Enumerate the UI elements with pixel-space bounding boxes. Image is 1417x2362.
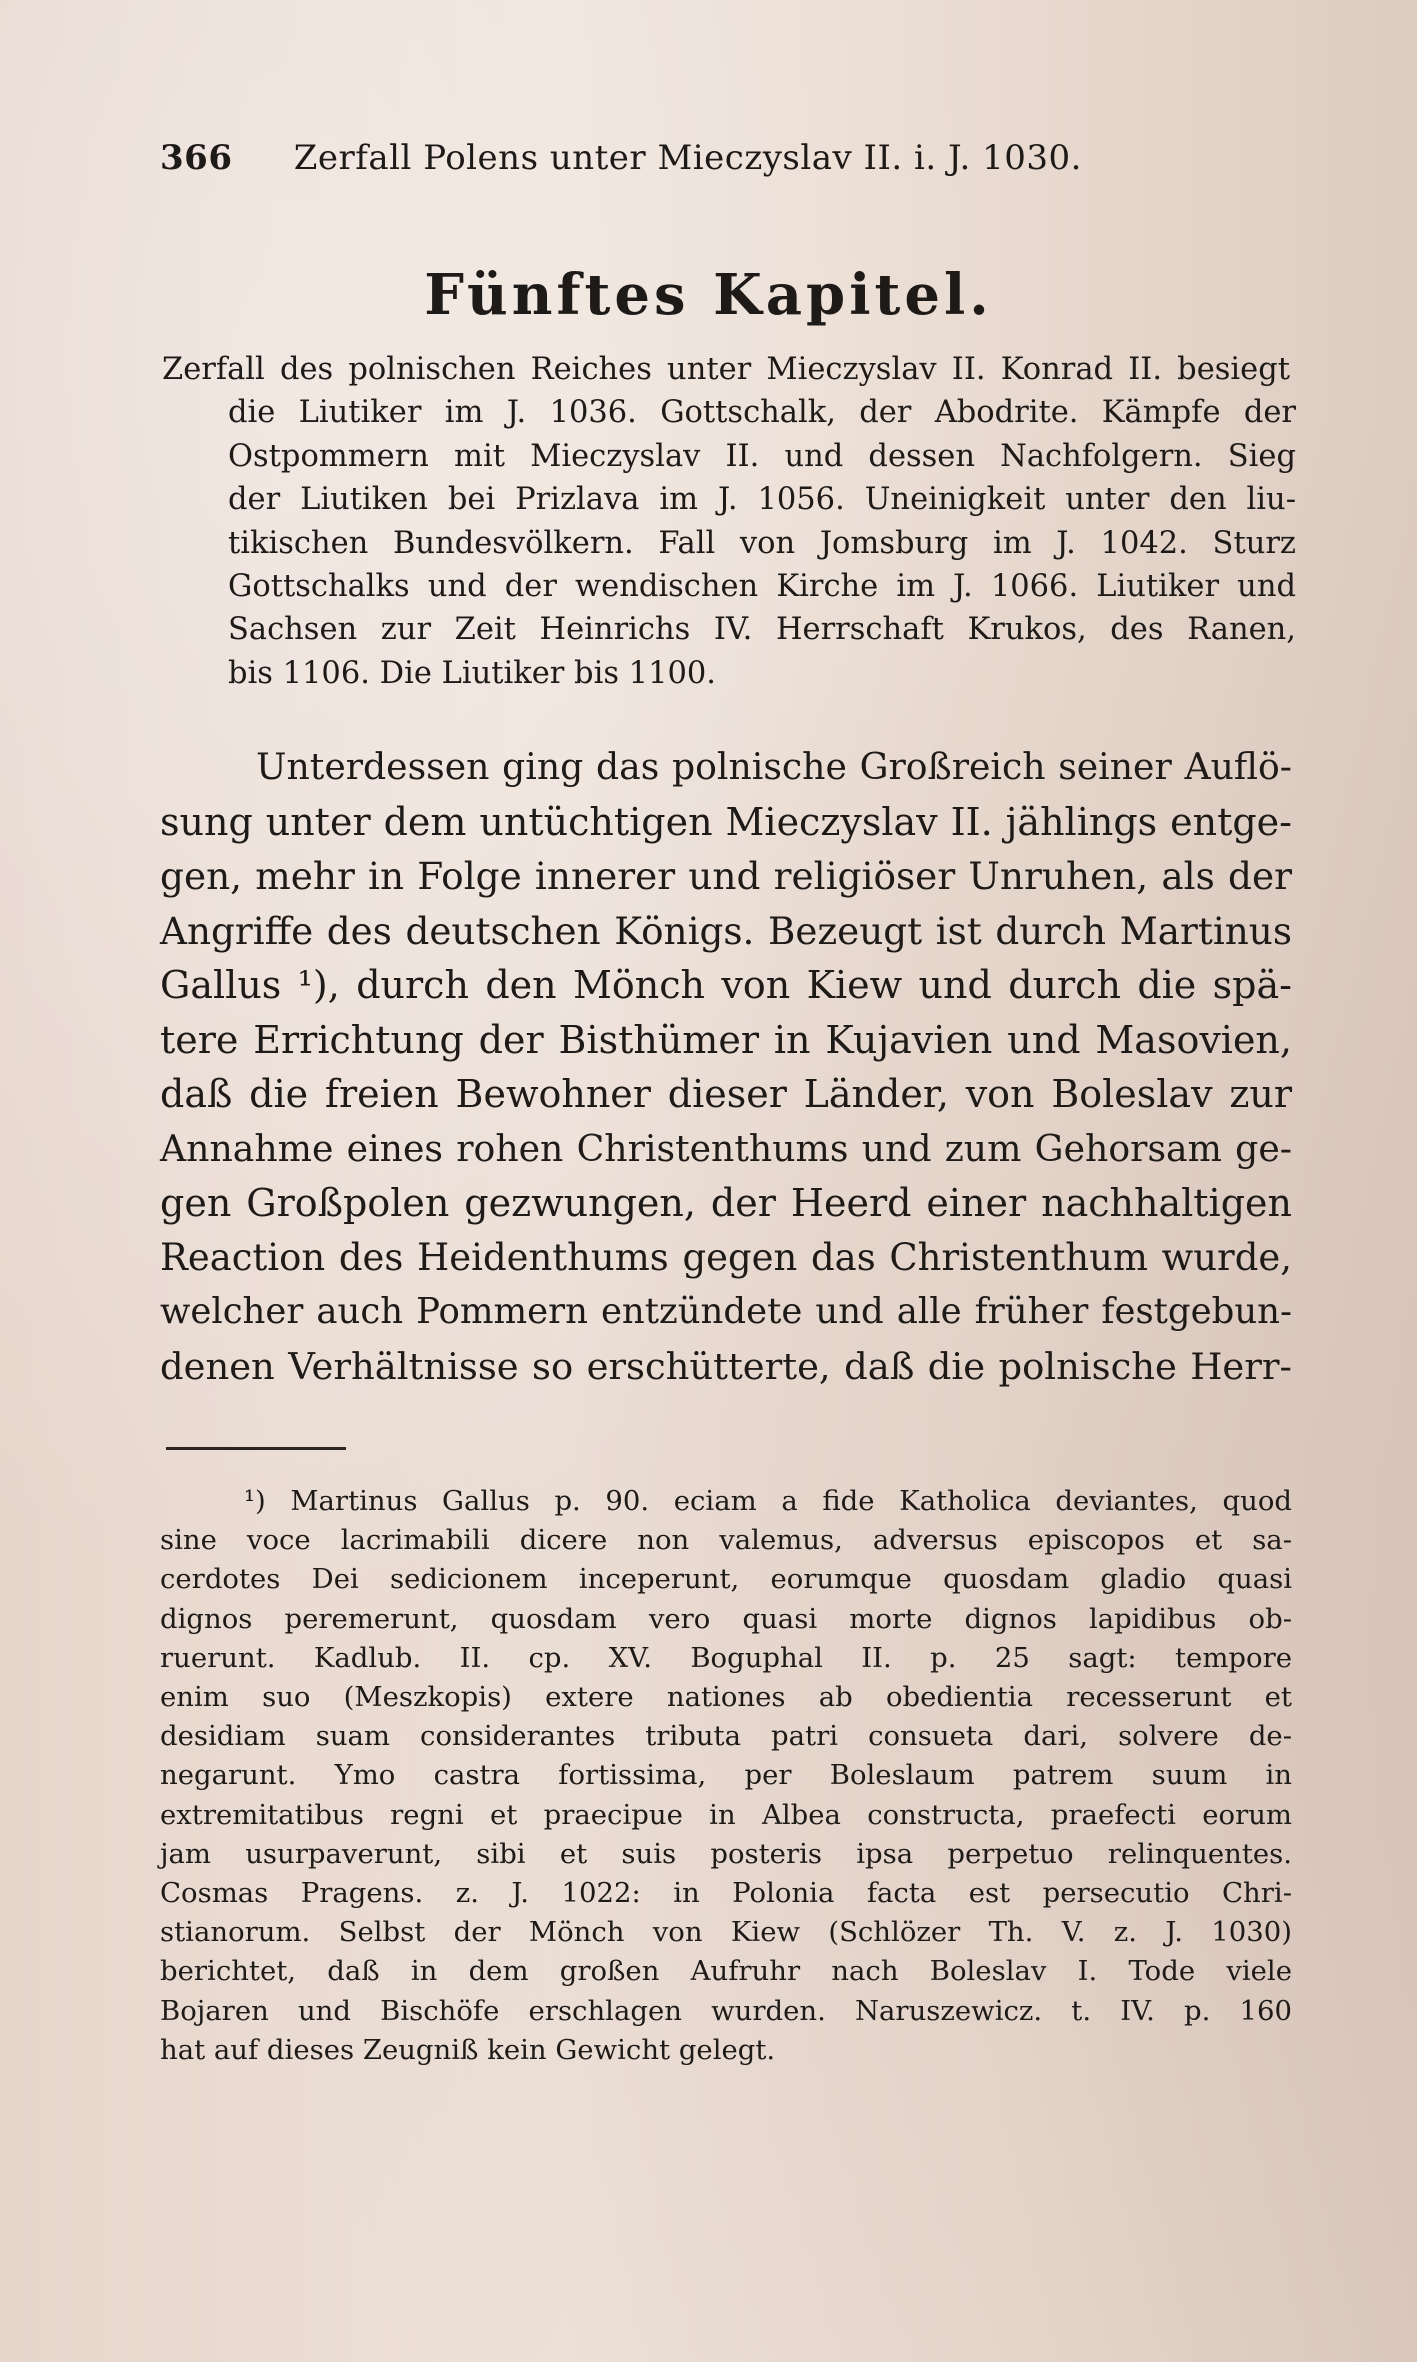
- footnote: [160, 1482, 1292, 2070]
- page-number: 366: [160, 138, 233, 178]
- chapter-summary: [162, 348, 1296, 695]
- footnote-line: negarunt. Ymo castra fortissima, per Boleslaum patrem suum in: [160, 1759, 1292, 1792]
- body-line: Annahme eines rohen Christenthums und zum Gehorsam ge-: [160, 1126, 1292, 1170]
- footnote-line: extremitatibus regni et praecipue in Albea constructa, praefecti eorum: [160, 1798, 1292, 1831]
- body-line: Reaction des Heidenthums gegen das Christenthum wurde,: [160, 1235, 1292, 1279]
- footnote-line: berichtet, daß in dem großen Aufruhr nach Boleslav I. Tode viele: [160, 1955, 1292, 1988]
- summary-line: Ostpommern mit Mieczyslav II. und dessen Nachfolgern. Sieg: [228, 438, 1296, 474]
- body-line: Unterdessen ging das polnische Großreich seiner Auflö-: [256, 745, 1292, 788]
- footnote-line: stianorum. Selbst der Mönch von Kiew (Schlözer Th. V. z. J. 1030): [160, 1916, 1292, 1949]
- footnote-line: dignos peremerunt, quosdam vero quasi morte dignos lapidibus ob-: [160, 1602, 1292, 1635]
- summary-line: Sachsen zur Zeit Heinrichs IV. Herrschaft Krukos, des Ranen,: [228, 612, 1296, 648]
- body-line: daß die freien Bewohner dieser Länder, von Boleslav zur: [160, 1072, 1292, 1116]
- body-line: sung unter dem untüchtigen Mieczyslav II. jählings entge-: [160, 799, 1292, 844]
- summary-line: der Liutiken bei Prizlava im J. 1056. Uneinigkeit unter den liu-: [228, 482, 1296, 518]
- running-title: Zerfall Polens unter Mieczyslav II. i. J. 1030.: [293, 138, 1082, 178]
- body-line: Angriffe des deutschen Königs. Bezeugt ist durch Martinus: [160, 908, 1292, 953]
- summary-line: Zerfall des polnischen Reiches unter Mieczyslav II. Konrad II. besiegt: [162, 352, 1290, 387]
- footnote-line: sine voce lacrimabili dicere non valemus, adversus episcopos et sa-: [160, 1524, 1292, 1557]
- body-paragraph: [160, 740, 1292, 1394]
- footnote-line: Bojaren und Bischöfe erschlagen wurden. Naruszewicz. t. IV. p. 160: [160, 1994, 1292, 2027]
- footnote-line: cerdotes Dei sedicionem inceperunt, eorumque quosdam gladio quasi: [160, 1563, 1292, 1596]
- footnote-divider: [166, 1447, 346, 1450]
- summary-line: die Liutiker im J. 1036. Gottschalk, der Abodrite. Kämpfe der: [228, 395, 1296, 431]
- footnote-line: Cosmas Pragens. z. J. 1022: in Polonia facta est persecutio Chri-: [160, 1877, 1292, 1910]
- body-line: gen Großpolen gezwungen, der Heerd einer nachhaltigen: [160, 1181, 1292, 1225]
- body-line: welcher auch Pommern entzündete und alle früher festgebun-: [160, 1291, 1292, 1332]
- footnote-line: ruerunt. Kadlub. II. cp. XV. Boguphal II. p. 25 sagt: tempore: [160, 1641, 1292, 1674]
- footnote-line: hat auf dieses Zeugniß kein Gewicht gelegt.: [160, 2033, 776, 2066]
- footnote-line: enim suo (Meszkopis) extere nationes ab obedientia recesserunt et: [160, 1681, 1292, 1714]
- body-line: gen, mehr in Folge innerer und religiöser Unruhen, als der: [160, 854, 1292, 898]
- footnote-line: desidiam suam considerantes tributa patri consueta dari, solvere de-: [160, 1720, 1292, 1753]
- summary-line: Gottschalks und der wendischen Kirche im J. 1066. Liutiker und: [228, 569, 1296, 605]
- summary-line: tikischen Bundesvölkern. Fall von Jomsburg im J. 1042. Sturz: [228, 525, 1296, 561]
- summary-line: bis 1106. Die Liutiker bis 1100.: [228, 655, 716, 691]
- chapter-title: Fünftes Kapitel.: [424, 262, 993, 328]
- body-line: denen Verhältnisse so erschütterte, daß die polnische Herr-: [160, 1344, 1292, 1388]
- footnote-line: ¹) Martinus Gallus p. 90. eciam a fide Katholica deviantes, quod: [244, 1485, 1292, 1517]
- footnote-line: jam usurpaverunt, sibi et suis posteris ipsa perpetuo relinquentes.: [160, 1837, 1292, 1870]
- body-line: Gallus ¹), durch den Mönch von Kiew und durch die spä-: [160, 963, 1292, 1007]
- running-header: [160, 138, 1310, 178]
- body-line: tere Errichtung der Bisthümer in Kujavien und Masovien,: [160, 1017, 1292, 1062]
